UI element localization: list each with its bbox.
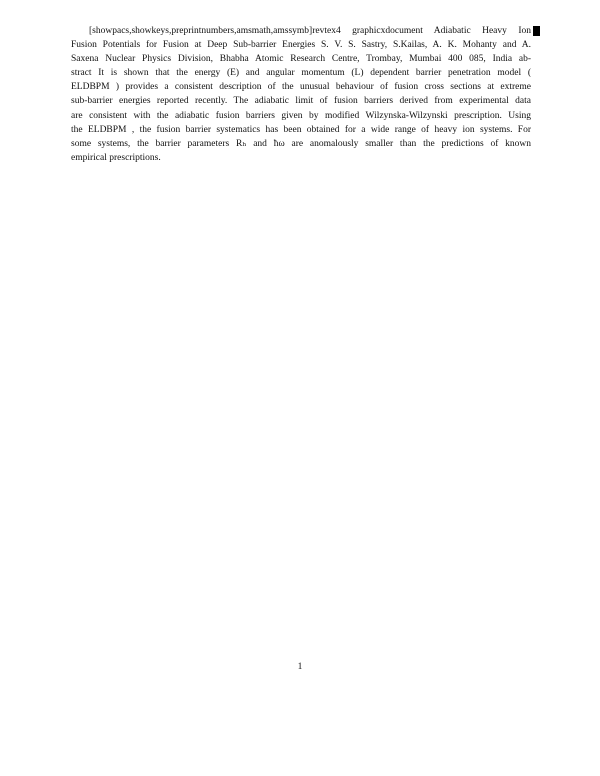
text-line: some systems, the barrier parameters Rₕ and ħω are anomalously smaller than the predictions of known [71, 138, 531, 149]
text-line: the ELDBPM , the fusion barrier systematics has been obtained for a wide range of heavy ion systems. For [71, 124, 531, 135]
page-number: 1 [297, 662, 303, 672]
text-line: Fusion Potentials for Fusion at Deep Sub-barrier Energies S. V. S. Sastry, S.Kailas, A. K. Mohanty and A. [71, 40, 531, 51]
abstract-text-block [71, 24, 531, 165]
text-line: stract It is shown that the energy (E) and angular momentum (L) dependent barrier penetration model ( [71, 68, 531, 79]
text-line: sub-barrier energies reported recently. The adiabatic limit of fusion barriers derived from experimental data [71, 96, 531, 107]
text-line: are consistent with the adiabatic fusion barriers given by modified Wilzynska-Wilzynski prescription. Using [71, 110, 531, 121]
text-line: ELDBPM ) provides a consistent description of the unusual behaviour of fusion cross sections at extreme [71, 82, 531, 93]
overfull-hbox-marker [533, 26, 540, 36]
text-line: [showpacs,showkeys,preprintnumbers,amsmath,amssymb]revtex4 graphicxdocument Adiabatic Heavy Ion [89, 26, 531, 36]
text-line: Saxena Nuclear Physics Division, Bhabha Atomic Research Centre, Trombay, Mumbai 400 085, India ab- [71, 54, 531, 65]
text-line: empirical prescriptions. [71, 152, 161, 163]
